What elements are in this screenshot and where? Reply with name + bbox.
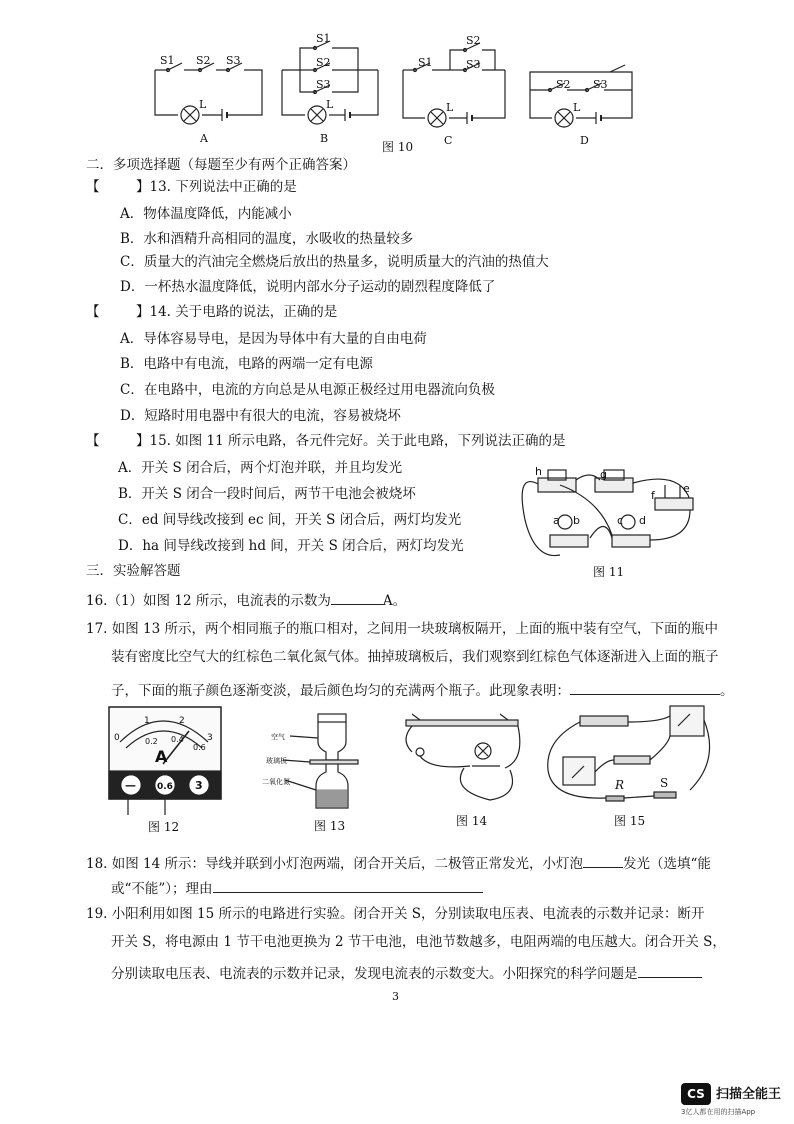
circuit-b-s1-label: S1 [316,32,331,45]
q13-bracket: 【 [86,179,100,195]
circuit-b-s2-label: S2 [316,56,331,69]
q19-line-1: 19. 小阳利用如图 15 所示的电路进行实验。闭合开关 S，分别读取电压表、电流表的示数并记录：断开 [86,906,705,922]
q13-option-d: D．一杯热水温度降低，说明内部水分子运动的剧烈程度降低了 [120,279,496,295]
figure-12-caption: 图 12 [148,820,180,834]
q15-option-b: B．开关 S 闭合一段时间后，两节干电池会被烧坏 [118,486,416,502]
figure-11-caption: 图 11 [593,565,625,579]
figure-13-caption: 图 13 [314,819,346,833]
fig15-label-s: S [660,776,669,790]
q15-bracket: 【 [86,433,100,449]
ammeter-terminal-0-6: 0.6 [157,782,173,792]
circuit-b-s3-label: S3 [316,78,331,91]
circuit-c-s3-label: S3 [466,58,481,71]
fig11-label-d: d [639,514,646,527]
q14-option-b: B．电路中有电流，电路的两端一定有电源 [120,356,373,372]
section-2-title: 二．多项选择题（每题至少有两个正确答案） [86,157,356,173]
figure-10-caption: 图 10 [382,140,414,154]
q18-answer-blank-1[interactable] [583,853,623,868]
fig11-label-h: h [535,465,542,478]
ammeter-tick-0-4: 0.4 [171,735,184,744]
q14-option-c: C．在电路中，电流的方向总是从电源正极经过用电器流向负极 [120,382,495,398]
q18-answer-blank-2[interactable] [213,878,483,893]
q19-answer-blank[interactable] [638,963,702,978]
q13-stem: 】13. 下列说法中正确的是 [136,179,297,195]
fig13-label-glass: 玻璃板 [266,757,287,765]
q18-line-2-pre: 或“不能”）；理由 [111,881,213,897]
q13-option-a: A．物体温度降低，内能减小 [120,206,292,222]
q14-stem: 】14. 关于电路的说法，正确的是 [136,304,338,320]
q16-post: A。 [382,593,407,609]
q17-line-1: 17. 如图 13 所示，两个相同瓶子的瓶口相对，之间用一块玻璃板隔开，上面的瓶中装有空气，下面的瓶中 [86,621,719,637]
circuit-d-s2-label: S2 [556,78,571,91]
circuit-d-letter: D [580,134,589,147]
q15-option-a: A．开关 S 闭合后，两个灯泡并联，并且均发光 [118,460,403,476]
circuit-d-lamp-label: L [573,101,581,114]
q19-line-3 [111,963,702,983]
q18-line-1 [86,853,711,873]
figure-15-caption: 图 15 [614,814,646,828]
circuit-b-lamp-label: L [326,98,334,111]
q14-bracket: 【 [86,304,100,320]
q15-stem: 】15. 如图 11 所示电路，各元件完好。关于此电路，下列说法正确的是 [136,433,566,449]
q14-option-a: A．导体容易导电，是因为导体中有大量的自由电荷 [120,331,427,347]
fig11-label-g: g [600,468,607,481]
q14-option-d: D．短路时用电器中有很大的电流，容易被烧坏 [120,408,401,424]
ammeter-tick-2: 2 [179,716,185,726]
ammeter-tick-0-6: 0.6 [193,743,206,752]
circuit-c-s2-label: S2 [466,34,481,47]
q13-option-b: B．水和酒精升高相同的温度，水吸收的热量较多 [120,231,414,247]
fig11-label-f: f [651,489,655,502]
ammeter-tick-0: 0 [114,733,120,743]
q15-option-d: D．ha 间导线改接到 hd 间，开关 S 闭合后，两灯均发光 [118,538,464,554]
circuit-c-s1-label: S1 [418,56,433,69]
fig13-label-no2: 二氧化氮 [262,778,290,786]
circuit-a-s1-label: S1 [160,54,175,67]
circuit-b-letter: B [320,132,329,145]
q18-line-1-pre: 18. 如图 14 所示：导线并联到小灯泡两端，闭合开关后，二极管正常发光，小灯泡 [86,856,584,872]
ammeter-terminal-negative: — [125,779,136,792]
ammeter-tick-1: 1 [144,716,150,726]
fig15-label-r: R [615,778,625,792]
q15-option-c: C．ed 间导线改接到 ec 间，开关 S 闭合后，两灯均发光 [118,512,462,528]
figure-14-caption: 图 14 [456,814,488,828]
ammeter-symbol: A [155,747,168,766]
q16-pre: 16.（1）如图 12 所示，电流表的示数为 [86,593,331,609]
fig11-label-a: a [553,514,560,527]
camscanner-tagline: 3亿人都在用的扫描App [681,1108,756,1116]
circuit-d-s3-label: S3 [593,78,608,91]
fig11-label-b: b [573,514,580,527]
page-number: 3 [392,990,399,1003]
q17-line-3-text: 子，下面的瓶子颜色逐渐变淡，最后颜色均匀的充满两个瓶子。此现象表明： [111,683,570,699]
q19-line-2: 开关 S，将电源由 1 节干电池更换为 2 节干电池，电池节数越多，电阻两端的电压越大。闭合开关 S， [111,934,726,950]
q13-option-c: C．质量大的汽油完全燃烧后放出的热量多，说明质量大的汽油的热值大 [120,254,549,270]
q18-line-1-post: 发光（选填“能 [623,856,711,872]
camscanner-name: 扫描全能王 [716,1087,782,1102]
circuit-c-letter: C [444,134,453,147]
q18-line-2 [111,878,483,898]
circuit-c-lamp-label: L [446,101,454,114]
q19-line-3-text: 分别读取电压表、电流表的示数并记录，发现电流表的示数变大。小阳探究的科学问题是 [111,966,638,982]
circuit-a-s3-label: S3 [226,54,241,67]
circuit-a-lamp-label: L [199,98,207,111]
circuit-a-s2-label: S2 [196,54,211,67]
camscanner-logo: CS [681,1083,711,1105]
circuit-a-letter: A [200,132,208,145]
ammeter-tick-3: 3 [207,733,213,743]
fig13-label-air: 空气 [271,733,285,741]
fig11-label-e: e [683,482,690,495]
ammeter-terminal-3: 3 [195,779,203,792]
ammeter-tick-0-2: 0.2 [145,737,158,746]
section-3-title: 三．实验解答题 [86,563,181,579]
q17-line-2: 装有密度比空气大的红棕色二氧化氮气体。抽掉玻璃板后，我们观察到红棕色气体逐渐进入上面的瓶子 [111,649,719,665]
fig11-label-c: c [617,514,624,527]
q17-line-3-end: 。 [720,683,734,699]
